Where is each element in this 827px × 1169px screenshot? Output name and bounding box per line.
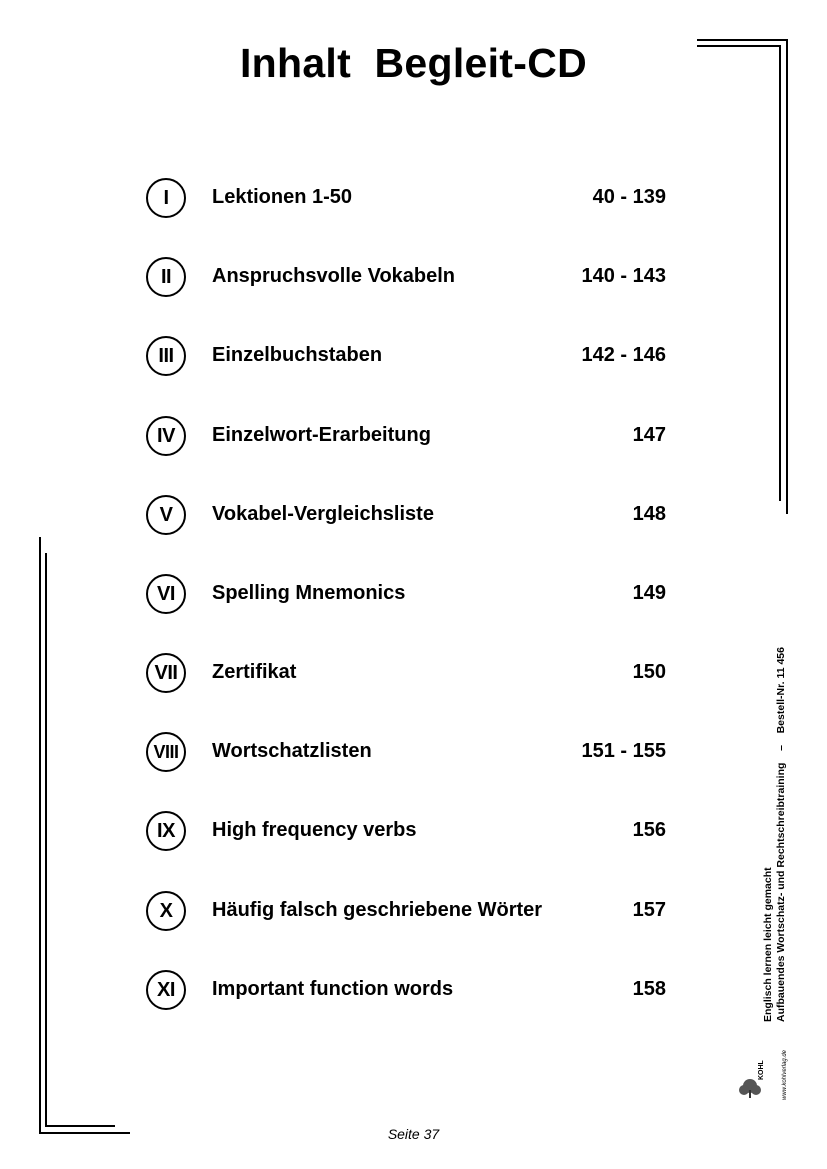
roman-numeral-circle: VII — [146, 653, 186, 693]
toc-label: Häufig falsch geschriebene Wörter — [212, 899, 543, 921]
roman-numeral-circle: IX — [146, 811, 186, 851]
roman-numeral-circle: I — [146, 178, 186, 218]
toc-label: High frequency verbs — [212, 819, 417, 841]
toc-row — [146, 811, 666, 853]
toc-label: Spelling Mnemonics — [212, 582, 406, 604]
toc-pages: 150 — [632, 661, 666, 683]
roman-numeral-circle: IV — [146, 416, 186, 456]
toc-label: Important function words — [212, 978, 454, 1000]
logo-url: www.kohlverlag.de — [782, 1049, 788, 1100]
toc-pages: 151 - 155 — [581, 740, 666, 762]
toc-pages: 142 - 146 — [581, 344, 666, 366]
toc-label: Lektionen 1-50 — [212, 186, 353, 208]
toc-row — [146, 653, 666, 695]
roman-numeral-circle: VIII — [146, 732, 186, 772]
toc-pages: 148 — [632, 503, 666, 525]
toc-pages: 157 — [632, 899, 666, 921]
roman-numeral-circle: VI — [146, 574, 186, 614]
toc-row — [146, 178, 666, 220]
toc-row — [146, 336, 666, 378]
toc-row — [146, 257, 666, 299]
side-credit-line-1: Englisch lernen leicht gemacht — [762, 867, 774, 1022]
page-title: Inhalt Begleit-CD — [239, 40, 588, 86]
toc-pages: 156 — [632, 819, 666, 841]
kohl-verlag-logo-icon — [736, 1030, 792, 1102]
side-credit — [762, 647, 788, 1022]
roman-numeral-circle: III — [146, 336, 186, 376]
toc-pages: 149 — [632, 582, 666, 604]
roman-numeral-circle: V — [146, 495, 186, 535]
toc-pages: 40 - 139 — [592, 186, 666, 208]
toc-row — [146, 891, 666, 933]
toc-label: Vokabel-Vergleichsliste — [212, 503, 434, 525]
logo-text: KOHL — [758, 1060, 765, 1080]
roman-numeral-circle: X — [146, 891, 186, 931]
toc-label: Zertifikat — [212, 661, 297, 683]
toc-pages: 147 — [632, 424, 666, 446]
roman-numeral-circle: II — [146, 257, 186, 297]
toc-row — [146, 416, 666, 458]
page-number: Seite 37 — [387, 1126, 440, 1142]
toc-row — [146, 574, 666, 616]
toc-label: Einzelwort-Erarbeitung — [212, 424, 431, 446]
side-credit-line-2: Aufbauendes Wortschatz- und Rechtschreibtraining – Bestell-Nr. 11 456 — [775, 647, 787, 1022]
toc-label: Wortschatzlisten — [212, 740, 372, 762]
toc-pages: 158 — [632, 978, 666, 1000]
roman-numeral-circle: XI — [146, 970, 186, 1010]
toc-label: Einzelbuchstaben — [212, 344, 383, 366]
toc-label: Anspruchsvolle Vokabeln — [212, 265, 456, 287]
toc-row — [146, 495, 666, 537]
toc-row — [146, 732, 666, 774]
toc-pages: 140 - 143 — [581, 265, 666, 287]
toc-row — [146, 970, 666, 1012]
